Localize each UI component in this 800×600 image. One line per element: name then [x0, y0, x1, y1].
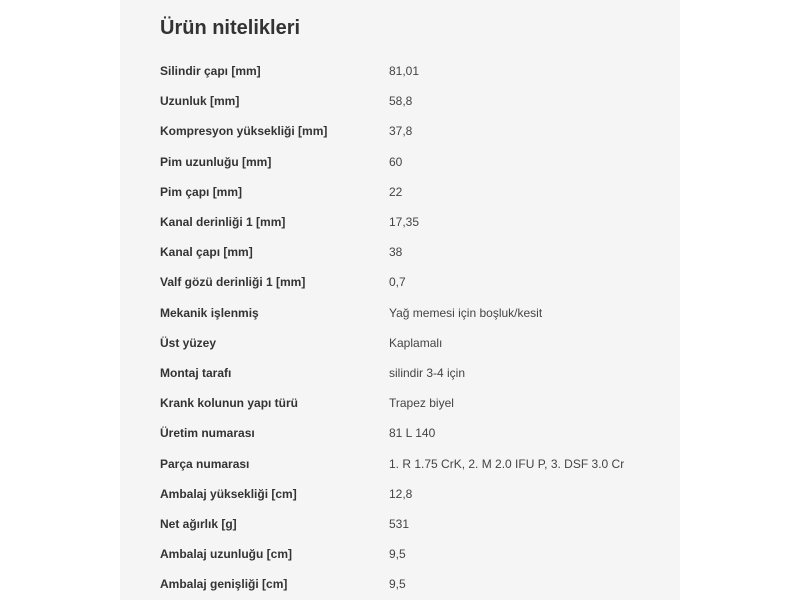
attribute-label: Montaj tarafı — [160, 365, 232, 380]
attribute-row — [160, 539, 660, 569]
attribute-value: Kaplamalı — [389, 335, 443, 350]
attribute-label: Kanal çapı [mm] — [160, 245, 253, 260]
attribute-value: 60 — [389, 154, 403, 169]
attribute-value: 12,8 — [389, 486, 413, 501]
attribute-row — [160, 237, 660, 267]
attribute-label: Üretim numarası — [160, 426, 255, 441]
attribute-value: 38 — [389, 245, 403, 260]
attribute-row — [160, 509, 660, 539]
attribute-label: Kanal derinliği 1 [mm] — [160, 215, 286, 230]
attribute-label: Valf gözü derinliği 1 [mm] — [160, 275, 306, 290]
section-title: Ürün nitelikleri — [160, 17, 301, 39]
attribute-label: Silindir çapı [mm] — [160, 64, 261, 79]
attribute-value: 37,8 — [389, 124, 413, 139]
attribute-row — [160, 328, 660, 358]
attribute-row — [160, 358, 660, 388]
attribute-row — [160, 388, 660, 418]
attribute-value: Yağ memesi için boşluk/kesit — [389, 305, 543, 320]
attribute-label: Ambalaj yüksekliği [cm] — [160, 486, 297, 501]
attribute-row — [160, 177, 660, 207]
attribute-row — [160, 147, 660, 177]
attribute-value: Trapez biyel — [389, 396, 454, 411]
product-attributes-list — [160, 56, 660, 599]
attribute-label: Pim uzunluğu [mm] — [160, 154, 272, 169]
attribute-label: Pim çapı [mm] — [160, 184, 243, 199]
attribute-label: Ambalaj genişliği [cm] — [160, 577, 288, 592]
attribute-label: Net ağırlık [g] — [160, 516, 237, 531]
attribute-row — [160, 207, 660, 237]
attribute-row — [160, 56, 660, 86]
attribute-label: Uzunluk [mm] — [160, 94, 240, 109]
attribute-row — [160, 569, 660, 599]
attribute-value: 81,01 — [389, 64, 420, 79]
attribute-label: Parça numarası — [160, 456, 250, 471]
attribute-value: 58,8 — [389, 94, 413, 109]
attribute-row — [160, 116, 660, 146]
attribute-label: Krank kolunun yapı türü — [160, 396, 299, 411]
attribute-row — [160, 418, 660, 448]
attribute-label: Mekanik işlenmiş — [160, 305, 259, 320]
attribute-row — [160, 267, 660, 297]
attribute-label: Ambalaj uzunluğu [cm] — [160, 547, 292, 562]
attribute-value: 9,5 — [389, 577, 406, 592]
attribute-row — [160, 479, 660, 509]
attribute-value: 81 L 140 — [389, 426, 436, 441]
attribute-value: 17,35 — [389, 215, 420, 230]
attribute-value: 22 — [389, 184, 403, 199]
attribute-value: 1. R 1.75 CrK, 2. M 2.0 IFU P, 3. DSF 3.0 Cr — [389, 456, 625, 471]
attribute-label: Üst yüzey — [160, 335, 217, 350]
attribute-value: 531 — [389, 516, 410, 531]
attribute-value: silindir 3-4 için — [389, 365, 466, 380]
attribute-row — [160, 86, 660, 116]
attribute-value: 0,7 — [389, 275, 406, 290]
attribute-value: 9,5 — [389, 547, 406, 562]
attribute-label: Kompresyon yüksekliği [mm] — [160, 124, 328, 139]
attribute-row — [160, 448, 660, 478]
attribute-row — [160, 298, 660, 328]
